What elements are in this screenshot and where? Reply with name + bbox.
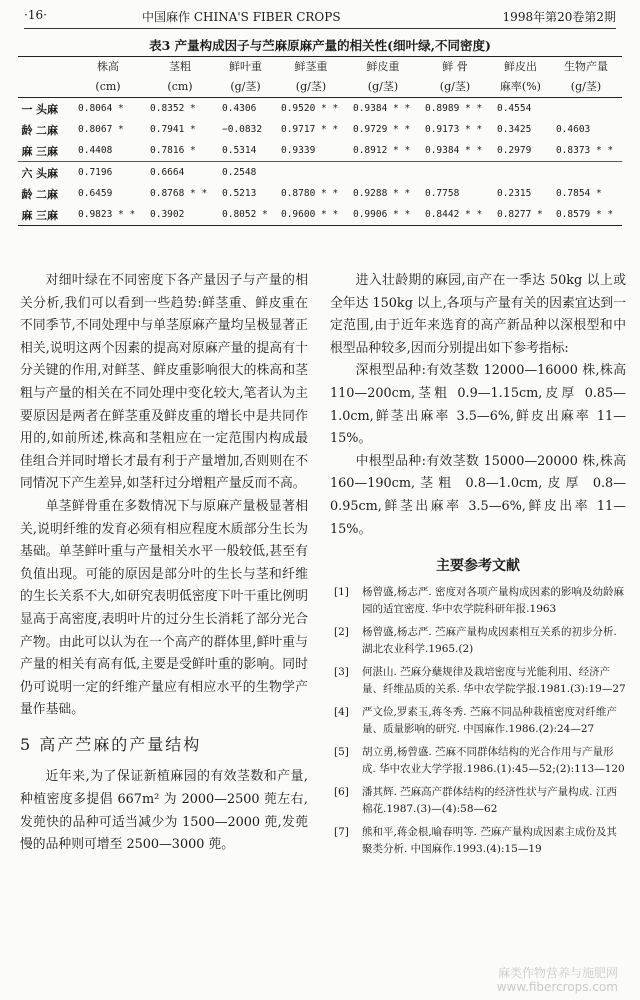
table-row [18,162,622,184]
table-row [18,119,622,140]
table-cell: 0.9600 * * [275,204,347,226]
running-header [24,8,616,30]
table-cell: 0.6459 [78,188,113,199]
age-group-label: 麻 [18,140,36,162]
season-label: 三麻 [36,204,72,226]
table-cell [275,162,347,184]
reference-item [330,704,626,738]
column-unit: (cm) [72,77,144,98]
reference-number: [5] [334,745,349,758]
watermark [497,966,618,994]
table-cell: 0.4603 [555,124,591,135]
table-cell: 0.9729 * * [352,124,411,135]
table-cell: 0.9520 * * [280,103,339,114]
table-row [18,204,622,226]
paragraph: 对细叶绿在不同密度下各产量因子与产量的相关分析,我们可以看到一些趋势:鲜茎重、鲜皮重在不同季节,不同处理中与单茎原麻产量均呈极显著正相关,说明这两个因素的提高对原麻产量的提高有十分关键的作用,对鲜茎、鲜皮重影响很大的株高和茎粗与产量的相关在不同处理中变化较大,笔者认为主要原因是两者在鲜茎重及鲜皮重的增长中是共同作用的,如前所述,株高和茎粗应在一定范围内构成最佳组合并同时增长才最有利于产量增加,否则则在不同情况下产生差异,如茎秆过分增粗产量反而不高。 [20,273,308,492]
table-cell [550,98,622,120]
column-unit: (g/茎) [216,77,275,98]
table-cell: 0.9906 * * [347,204,419,226]
table-cell: 0.9384 * * [352,103,411,114]
column-unit: (g/茎) [550,77,622,98]
table-cell [491,162,550,184]
left-column [20,270,308,857]
table-cell [550,162,622,184]
age-group-label: 一 [21,102,33,116]
table-cell: 0.9717 * * [280,124,339,135]
season-label: 二麻 [36,123,58,137]
reference-number: [7] [334,825,349,838]
watermark-url: www.fibercrops.com [496,980,618,994]
age-group-label: 麻 [18,204,36,226]
column-header: 鲜皮出 [491,57,550,78]
table-cell: 0.4554 [496,103,532,114]
table-cell: 0.2315 [496,188,532,199]
section-heading: 5 高产苎麻的产量结构 [20,734,202,754]
table-row [18,183,622,204]
reference-item [330,624,626,658]
page-number: ·16· [24,8,47,22]
reference-text: 杨曾盛,杨志严. 密度对各项产量构成因素的影响及幼龄麻园的适宜密度. 华中农学院科研年报.1963 [362,585,625,615]
reference-text: 严文俭,罗素玉,蒋冬秀. 苎麻不同品种栽植密度对纤维产量、质量影响的研究. 中国麻作.1986.(2):24—27 [362,705,617,735]
table-cell: 0.8912 * * [347,140,419,162]
table-cell: 0.9339 [275,140,347,162]
table-cell: 0.3902 [144,204,216,226]
table-cell: 0.8780 * * [280,188,339,199]
table-cell: 0.8064 * [78,103,124,114]
table-cell: 0.8989 * * [424,103,483,114]
reference-item [330,584,626,618]
table-cell: −0.0832 [222,124,263,135]
column-header: 鲜 骨 [419,57,491,78]
column-header: 株高 [72,57,144,78]
reference-item [330,664,626,698]
season-label: 二麻 [36,187,58,201]
paragraph: 深根型品种:有效茎数 12000—16000 株,株高 110—200cm,茎粗 0.9—1.15cm,皮厚 0.85—1.0cm,鲜茎出麻率 3.5—6%,鲜皮出麻率 11—15%。 [330,363,626,447]
table-cell: 0.8352 * [150,103,196,114]
reference-number: [2] [334,625,349,638]
column-header: 生物产量 [550,57,622,78]
column-header: 茎粗 [144,57,216,78]
table-cell: 0.8052 * [216,204,275,226]
season-label: 三麻 [36,140,72,162]
table-cell [347,162,419,184]
table-cell: 0.9288 * * [352,188,411,199]
reference-number: [4] [334,705,349,718]
reference-text: 胡立勇,杨曾盛. 苎麻不同群体结构的光合作用与产量形成. 华中农业大学学报.1986.(1):45—52;(2):113—120 [362,745,625,775]
column-unit: (g/茎) [419,77,491,98]
table-cell: 0.9173 * * [424,124,483,135]
table-cell: 0.4408 [72,140,144,162]
journal-title: 中国麻作 CHINA'S FIBER CROPS [142,10,341,24]
column-unit: 麻率(%) [491,77,550,98]
header-rule [24,28,616,29]
table-row [18,98,622,120]
table-cell: 0.9823 * * [72,204,144,226]
table-cell: 0.8277 * [491,204,550,226]
table-cell: 0.7816 * [144,140,216,162]
table-cell: 0.8768 * * [150,188,208,199]
table-cell: 0.7196 [78,167,113,178]
watermark-line: 麻类作物营养与施肥网 [497,966,618,980]
column-unit: (g/茎) [275,77,347,98]
table-cell: 0.5213 [222,188,257,199]
paragraph: 单茎鲜骨重在多数情况下与原麻产量极显著相关,说明纤维的发育必须有相应程度木质部分生长为基础。单茎鲜叶重与产量相关水平一般较低,甚至有负值出现。可能的原因是部分叶的生长与茎和纤维的生长关系不大,如研究表明低密度下叶干重比例明显高于高密度,表明叶片的过分生长消耗了部分光合产物。由此可以认为在一个高产的群体里,鲜叶重与产量的相关有高有低,主要是受鲜叶重的影响。同时仍可说明一定的纤维产量应有相应水平的生物学产量作基础。 [20,498,308,718]
references-heading: 主要参考文献 [436,558,520,575]
age-group-label: 六 [21,166,33,180]
table-cell: 0.6664 [150,167,185,178]
table-cell: 0.8373 * * [550,140,622,162]
table-cell: 0.8442 * * [419,204,491,226]
reference-text: 何湛山. 苎麻分蘖规律及栽培密度与光能利用、经济产量、纤维品质的关系. 华中农学院学报.1981.(3):19—27 [362,665,626,695]
table-cell: 0.9384 * * [419,140,491,162]
reference-text: 潘其辉. 苎麻高产群体结构的经济性状与产量构成. 江西棉花.1987.(3)—(4):58—62 [362,785,617,815]
table-cell [419,162,491,184]
season-label: 头麻 [36,102,58,116]
age-group-label: 龄 [21,187,33,201]
table-row [18,140,622,162]
column-unit: (cm) [144,77,216,98]
table-cell: 0.8067 * [78,124,124,135]
reference-list [330,584,626,858]
table-cell: 0.7854 * [555,188,602,199]
paragraph: 近年来,为了保证新植麻园的有效茎数和产量,种植密度多提倡 667m² 为 2000—2500 蔸左右,发蔸快的品种可适当减少为 1500—2000 蔸,发蔸慢的品种则可增至 2500—3000 蔸。 [20,769,308,853]
issue-info: 1998年第20卷第2期 [502,10,616,24]
reference-item [330,824,626,858]
reference-number: [3] [334,665,349,678]
reference-text: 杨曾盛,杨志严. 苎麻产量构成因素相互关系的初步分析. 湖北农业科学.1965.(2) [362,625,617,655]
table-cell: 0.7758 [424,188,460,199]
table-cell: 0.2548 [222,167,257,178]
table-cell: 0.3425 [496,124,532,135]
table-cell: 0.4306 [222,103,257,114]
column-header: 鲜叶重 [216,57,275,78]
correlation-table [18,56,622,226]
column-unit: (g/茎) [347,77,419,98]
paragraph: 进入壮龄期的麻园,亩产在一季达 50kg 以上或全年达 150kg 以上,各项与产量有关的因素宜达到一定范围,由于近年来选育的高产新品种以深根型和中根型品种较多,因而分别提出如下参考指标: [330,273,626,356]
table-cell: 0.8579 * * [550,204,622,226]
reference-text: 熊和平,蒋金根,喻春明等. 苎麻产量构成因素主成份及其聚类分析. 中国麻作.1993.(4):15—19 [362,825,617,855]
reference-number: [6] [334,785,349,798]
paragraph: 中根型品种:有效茎数 15000—20000 株,株高 160—190cm,茎粗 0.8—1.0cm,皮厚 0.8—0.95cm,鲜茎出麻率 3.5—6%,鲜皮出率 11—15%。 [330,453,626,537]
column-header: 鲜皮重 [347,57,419,78]
column-header: 鲜茎重 [275,57,347,78]
table-caption: 表3 产量构成因子与苎麻原麻产量的相关性(细叶绿,不同密度) [149,38,491,53]
age-group-label: 龄 [21,123,33,137]
season-label: 头麻 [36,166,58,180]
reference-item [330,744,626,778]
reference-item [330,784,626,818]
table-cell: 0.5314 [216,140,275,162]
table-cell: 0.2979 [491,140,550,162]
right-column [330,270,626,864]
reference-number: [1] [334,585,349,598]
table-cell: 0.7941 * [150,124,196,135]
